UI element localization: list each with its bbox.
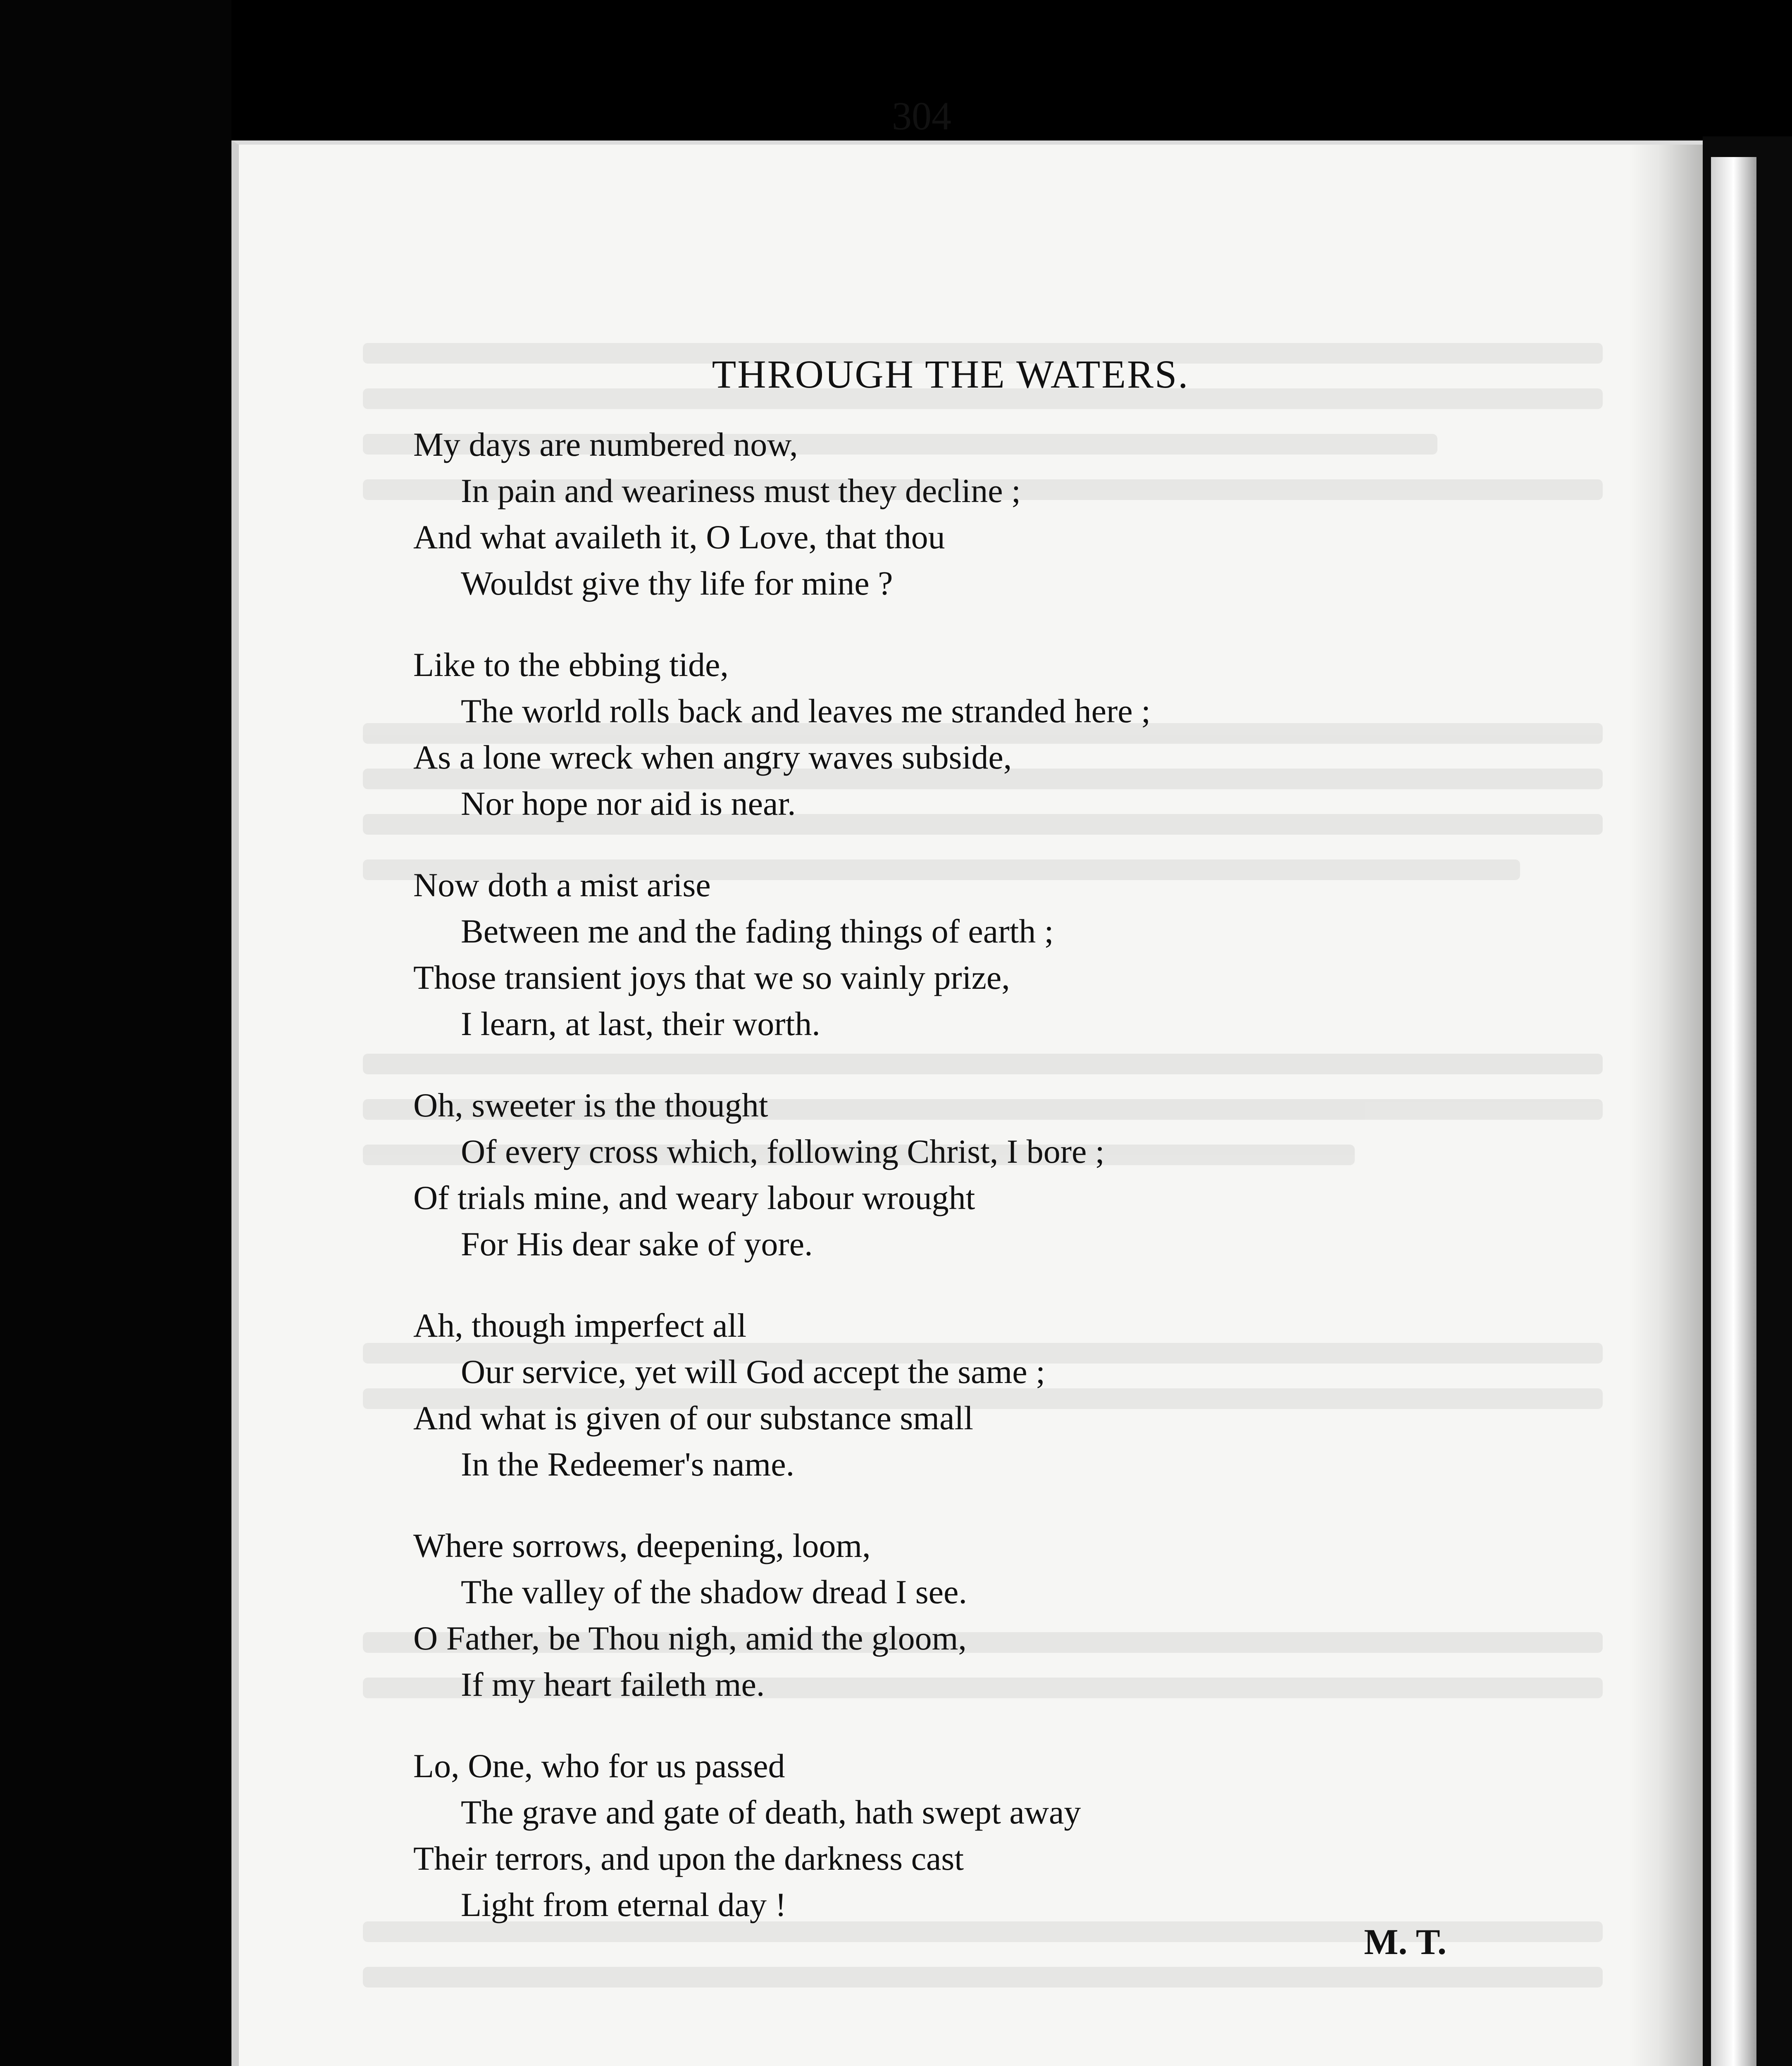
poem-line: In pain and weariness must they decline ;: [461, 472, 1021, 509]
poem-line: Where sorrows, deepening, loom,: [413, 1527, 871, 1564]
poem-body: [413, 421, 1570, 1963]
poem-line: If my heart faileth me.: [461, 1666, 765, 1703]
poem-line: And what is given of our substance small: [413, 1399, 974, 1437]
poem-line: Our service, yet will God accept the same ;: [461, 1353, 1045, 1390]
next-page-strip: [1711, 157, 1756, 2066]
poem-line: Oh, sweeter is the thought: [413, 1086, 768, 1124]
page-number: 304: [892, 94, 951, 138]
poem-line: Now doth a mist arise: [413, 866, 711, 904]
author-signature: M. T.: [1364, 1922, 1446, 1962]
poem-line: In the Redeemer's name.: [461, 1445, 795, 1483]
stanza: [413, 1302, 1570, 1488]
stanza: [413, 862, 1570, 1047]
book-binding-shadow: [0, 0, 231, 2066]
poem-line: And what availeth it, O Love, that thou: [413, 518, 945, 556]
poem-line: The grave and gate of death, hath swept away: [461, 1793, 1081, 1831]
poem-line: For His dear sake of yore.: [461, 1225, 813, 1263]
poem-line: The world rolls back and leaves me stranded here ;: [461, 692, 1151, 730]
stanza: [413, 1082, 1570, 1267]
poem-line: As a lone wreck when angry waves subside,: [413, 738, 1012, 776]
poem-line: Their terrors, and upon the darkness cast: [413, 1840, 964, 1877]
poem-line: My days are numbered now,: [413, 426, 798, 463]
poem-line: O Father, be Thou nigh, amid the gloom,: [413, 1619, 967, 1657]
poem-line: I learn, at last, their worth.: [461, 1005, 820, 1043]
poem-title: THROUGH THE WATERS.: [712, 352, 1189, 396]
poem-line: Those transient joys that we so vainly prize,: [413, 959, 1010, 996]
stanza: [413, 1743, 1570, 1928]
poem-line: Lo, One, who for us passed: [413, 1747, 785, 1785]
poem-line: Ah, though imperfect all: [413, 1307, 747, 1344]
page-gutter-shadow: [1628, 145, 1703, 2066]
poem-line: Light from eternal day !: [461, 1886, 786, 1923]
stanza: [413, 421, 1570, 607]
poem-line: The valley of the shadow dread I see.: [461, 1573, 967, 1611]
poem-line: Of trials mine, and weary labour wrought: [413, 1179, 975, 1216]
stanza: [413, 642, 1570, 827]
stanza: [413, 1523, 1570, 1708]
poem-line: Like to the ebbing tide,: [413, 646, 729, 683]
poem-line: Of every cross which, following Christ, I bore ;: [461, 1133, 1105, 1170]
poem-line: Wouldst give thy life for mine ?: [461, 564, 893, 602]
poem-line: Between me and the fading things of earth ;: [461, 912, 1054, 950]
poem-line: Nor hope nor aid is near.: [461, 785, 796, 822]
